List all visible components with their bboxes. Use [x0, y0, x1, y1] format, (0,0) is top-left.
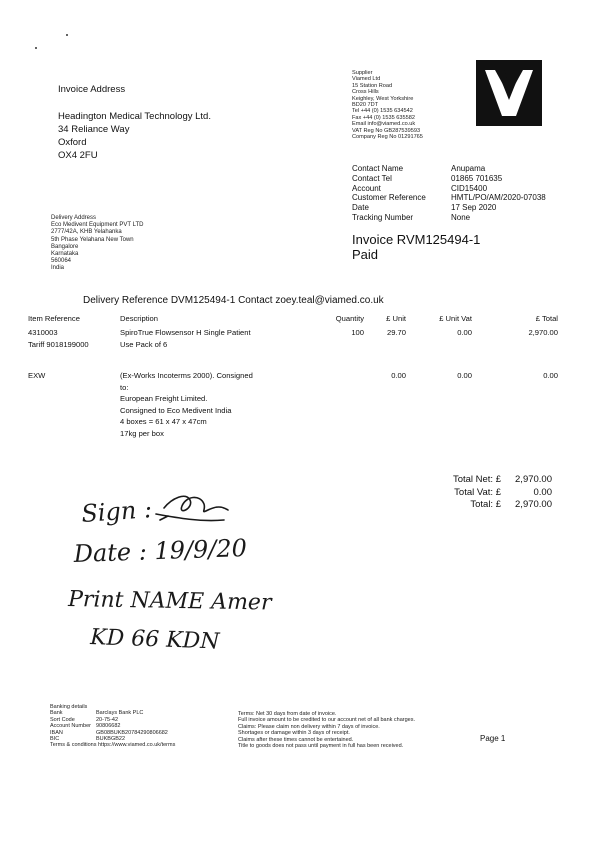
supplier-line: Tel +44 (0) 1535 634542: [352, 108, 413, 115]
scan-speck: [66, 34, 68, 36]
supplier-line: Fax +44 (0) 1535 635582: [352, 114, 415, 121]
col-item-reference: Item Reference: [28, 314, 80, 323]
payment-terms: [238, 711, 478, 749]
contact-key: Customer Reference: [352, 193, 426, 203]
contact-key: Contact Name: [352, 164, 404, 173]
contact-value: HMTL/PO/AM/2020-07038: [451, 193, 546, 203]
banking-key: Account Number: [50, 723, 91, 730]
banking-key: BIC: [50, 736, 60, 743]
delivery-address-line: 5th Phase Yelahana New Town: [51, 236, 134, 243]
cell-total: 2,970.00: [528, 328, 558, 337]
delivery-address: [51, 215, 144, 273]
line-items-table: [28, 314, 558, 439]
cell-line: SpiroTrue Flowsensor H Single Patient: [120, 328, 251, 337]
delivery-reference: Delivery Reference DVM125494-1 Contact zoey.teal@viamed.co.uk: [83, 295, 384, 306]
banking-value: 90806682: [96, 723, 121, 730]
terms-line: Full invoice amount to be credited to our account net of all bank charges.: [238, 717, 416, 724]
contact-row: [352, 193, 546, 203]
terms-line: Terms: Net 30 days from date of invoice.: [238, 711, 337, 717]
contact-row: [352, 174, 546, 184]
banking-value: GB08BUKB20784290806682: [96, 729, 168, 736]
supplier-line: Viamed Ltd: [352, 76, 381, 83]
handwritten-annotations: [60, 480, 360, 670]
col-total: £ Total: [535, 314, 558, 323]
invoice-address-line: OX4 2FU: [58, 150, 98, 161]
terms-line: Title to goods does not pass until payment in full has been received.: [238, 743, 404, 750]
invoice-address-line: 34 Reliance Way: [58, 124, 130, 135]
delivery-address-line: Bangalore: [51, 243, 79, 250]
col-unit-price: £ Unit: [386, 314, 406, 323]
delivery-address-line: Eco Medivent Equipment PVT LTD: [51, 222, 144, 229]
total-net-value: 2,970.00: [515, 474, 552, 485]
invoice-address-line: Headington Medical Technology Ltd.: [58, 111, 211, 122]
col-unit-vat: £ Unit Vat: [439, 314, 472, 323]
table-header-row: [28, 314, 558, 327]
terms-line: Claims after these times cannot be entertained.: [238, 736, 354, 743]
total-row: [420, 474, 552, 487]
col-quantity: Quantity: [335, 314, 364, 323]
total-row: [420, 499, 552, 512]
banking-details: [50, 704, 175, 749]
total-value: 2,970.00: [515, 499, 552, 510]
contact-row: [352, 164, 546, 174]
contact-key: Contact Tel: [352, 173, 392, 183]
cell-line: EXW: [28, 371, 46, 380]
contact-key: Date: [352, 203, 369, 213]
cell-line: 4310003: [28, 328, 58, 337]
col-description: Description: [120, 314, 158, 323]
cell-item-reference: [28, 370, 120, 439]
contact-value: 01865 701635: [451, 173, 503, 183]
viamed-logo: [476, 60, 542, 126]
contact-value: Anupama: [451, 164, 486, 173]
contact-row: [352, 203, 546, 213]
cell-line: Use Pack of 6: [120, 339, 168, 349]
banking-key: Sort Code: [50, 716, 75, 723]
cell-total: 0.00: [543, 371, 558, 380]
terms-conditions-link[interactable]: Terms & conditions https://www.viamed.co.uk/terms: [50, 742, 176, 749]
supplier-line: Supplier: [352, 70, 373, 76]
signature-scribble: [156, 496, 228, 520]
delivery-address-line: Karnataka: [51, 251, 79, 258]
banking-value: BUKBGB22: [96, 736, 126, 743]
total-vat-label: Total Vat: £: [454, 486, 501, 498]
contact-value: 17 Sep 2020: [451, 203, 497, 213]
cell-unit-price: 0.00: [391, 371, 406, 380]
cell-quantity: 100: [351, 328, 364, 337]
cell-unit-price: 29.70: [386, 328, 406, 337]
invoice-address: [58, 84, 211, 162]
banking-title: Banking details: [50, 704, 88, 710]
banking-value: 20-75-42: [96, 716, 119, 723]
handwritten-date: Date : 19/9/20: [73, 533, 248, 568]
cell-unit-vat: 0.00: [457, 371, 472, 380]
banking-value: Barclays Bank PLC: [96, 710, 144, 717]
viamed-logo-mark: [476, 60, 542, 126]
delivery-address-line: 2777/42A, KHB Yelahanka: [51, 229, 122, 236]
handwritten-print-name: Print NAME Amer: [67, 587, 272, 616]
contact-key: Account: [352, 183, 381, 193]
invoice-totals: [420, 474, 552, 512]
table-row: [28, 370, 558, 439]
delivery-address-line: India: [51, 265, 65, 272]
invoice-contact-details: [352, 164, 546, 223]
supplier-line: Cross Hills: [352, 89, 379, 96]
cell-item-reference: [28, 327, 120, 350]
supplier-details: [352, 70, 423, 140]
cell-line: to:: [120, 382, 129, 392]
contact-value: None: [451, 212, 471, 222]
delivery-address-line: Delivery Address: [51, 215, 97, 221]
contact-key: Tracking Number: [352, 212, 414, 222]
cell-line: Tariff 9018199000: [28, 339, 89, 349]
supplier-line: VAT Reg No GB287539593: [352, 127, 421, 134]
scan-speck: [35, 47, 37, 49]
total-net-label: Total Net: £: [452, 474, 501, 485]
cell-unit-vat: 0.00: [457, 328, 472, 337]
total-label: Total: £: [470, 499, 501, 510]
supplier-line: BD20 7DT: [352, 102, 379, 109]
cell-quantity: [308, 370, 364, 439]
invoice-address-label: Invoice Address: [58, 84, 126, 95]
table-spacer: [28, 350, 558, 370]
contact-value: CID15400: [451, 183, 488, 193]
handwritten-extra: KD 66 KDN: [89, 625, 220, 655]
handwritten-sign-label: Sign :: [80, 495, 153, 528]
cell-description: [120, 327, 308, 350]
supplier-line: 15 Station Road: [352, 82, 393, 89]
supplier-line: Company Reg No 01291765: [352, 134, 423, 141]
supplier-line: Keighley, West Yorkshire: [352, 95, 414, 102]
cell-line: (Ex-Works Incoterms 2000). Consigned: [120, 371, 253, 380]
cell-line: European Freight Limited.: [120, 394, 208, 403]
banking-key: IBAN: [50, 729, 63, 736]
invoice-number: Invoice RVM125494-1: [352, 232, 481, 247]
total-vat-value: 0.00: [533, 486, 552, 498]
payment-status: Paid: [352, 247, 379, 262]
cell-line: Consigned to Eco Medivent India: [120, 405, 232, 415]
cell-line: 17kg per box: [120, 428, 164, 438]
table-row: [28, 327, 558, 350]
supplier-line: Email info@viamed.co.uk: [352, 121, 416, 128]
page-number: Page 1: [480, 734, 506, 743]
cell-description: [120, 370, 308, 439]
invoice-address-line: Oxford: [58, 137, 87, 148]
terms-line: Shortages or damage within 3 days of receipt.: [238, 730, 350, 737]
banking-key: Bank: [50, 710, 63, 717]
terms-line: Claims: Please claim non delivery within 7 days of invoice.: [238, 723, 380, 730]
total-row: [420, 487, 552, 500]
contact-row: [352, 213, 546, 223]
contact-row: [352, 184, 546, 194]
cell-line: 4 boxes = 61 x 47 x 47cm: [120, 417, 207, 426]
delivery-address-line: 560064: [51, 258, 72, 265]
invoice-heading: [352, 232, 480, 262]
